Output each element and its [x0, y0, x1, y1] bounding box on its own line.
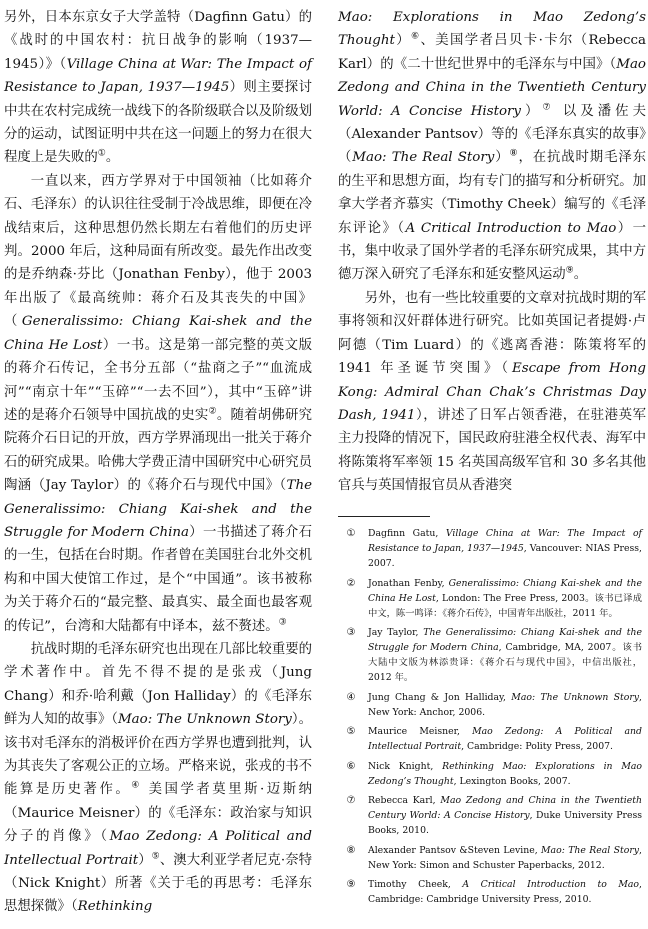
- footnote-pubinfo: , London: The Free Press, 2003。该书已译成中文，陈一鸣译：《蒋介石传》，中国青年出版社，2011 年。: [368, 592, 643, 619]
- footnote-ref[interactable]: ⑥: [410, 31, 421, 42]
- footnote-pubinfo: , Vancouver: NIAS Press, 2007.: [368, 543, 642, 569]
- left-paragraph-3: 抗战时期的毛泽东研究也出现在几部比较重要的学术著作中。首先不得不提的是张戎（Jung Chang）和乔·哈利戴（Jon Halliday）的《毛泽东鲜为人知的故事》（Mao: The Unknown Story）。该书对毛泽东的消极评价在西方学界也遭到批判，认为其丧失了客观公正的立场。严格来说，张戎的书不能算是历史著作。④ 美国学者莫里斯·迈斯纳（Maurice Meisner）的《毛泽东：政治家与知识分子的肖像》（Mao Zedong: A Political and Intellectual Portrait）⑤、澳大利亚学者尼克·奈特（Nick Knight）所著《关于毛的再思考：毛泽东思想探微》（Rethinking: [4, 641, 312, 915]
- footnote-ref[interactable]: ①: [97, 148, 106, 159]
- footnote-pubinfo: , New York: Anchor, 2006.: [368, 691, 642, 718]
- footnote-item: [338, 793, 642, 838]
- text-run: 。: [573, 267, 588, 283]
- right-paragraph-1: Mao: Explorations in Mao Zedong’s Thought）⑥、美国学者吕贝卡·卡尔（Rebecca Karl）的《二十世纪世界中的毛泽东与中国》（Mao Zedong and China in the Twentieth Century World: A Concise History）⑦ 以及潘佐夫（Alexander Pantsov）等的《毛泽东真实的故事》（Mao: The Real Story）⑧，在抗战时期毛泽东的生平和思想方面，均有专门的描写和分析研究。加拿大学者齐慕实（Timothy Cheek）编写的《毛泽东评论》（A Critical Introduction to Mao）一书，集中收录了国外学者的毛泽东研究成果，其中方德万深入研究了毛泽东和延安整风运动⑨。: [338, 10, 647, 283]
- footnote-title: Rethinking Mao: Explorations in Mao Zedong’s Thought: [368, 760, 642, 787]
- text-run: ）一书。这是第一部完整的英文版的蒋介石传记，全书分五部（“盐商之子”“血流成河”“南京十年”“玉碎”“一去不回”），其中“玉碎”讲述的是蒋介石领导中国抗战的史实: [4, 337, 312, 423]
- left-paragraph-2: [4, 170, 312, 638]
- text-run: 一直以来，西方学界对于中国领袖（比如蒋介石、毛泽东）的认识往往受制于冷战思维，即便在冷战结束后，这种思想仍然长期左右着他们的历史评判。2000 年后，这种局面有所改变。最先作出改变的是乔纳森·芬比（Jonathan Fenby），他于 2003 年出版了《最高统帅：蒋介石及其丧失的中国》（: [4, 173, 312, 330]
- footnote-item: [338, 576, 642, 621]
- footnote-title: Mao Zedong and China in the Twentieth Century World: A Concise History: [368, 795, 642, 821]
- work-title: Mao: The Unknown Story: [117, 712, 292, 728]
- footnote-title: The Generalissimo: Chiang Kai-shek and the Struggle for Modern China: [368, 627, 643, 653]
- work-title: Village China at War: The Impact of Resistance to Japan, 1937—1945: [4, 56, 312, 96]
- text-run: 美国学者莫里斯·迈斯纳（Maurice Meisner）的《毛泽东：政治家与知识分子的肖像》（: [4, 782, 312, 845]
- work-title: Generalissimo: Chiang Kai-shek and the China He Lost: [4, 314, 313, 353]
- footnote-ref[interactable]: ②: [208, 406, 217, 417]
- text-run: 以及潘佐夫（Alexander Pantsov）等的《毛泽东真实的故事》（: [338, 103, 647, 166]
- footnote-pubinfo: , Cambridge: Cambridge University Press, 2010.: [368, 879, 643, 905]
- left-column: [4, 6, 312, 919]
- footnote-pubinfo: , New York: Simon and Schuster Paperbacks, 2012.: [368, 844, 643, 871]
- footnote-item: [338, 526, 642, 571]
- work-title: Mao: The Real Story: [352, 150, 495, 166]
- footnote-item: [338, 690, 642, 720]
- text-run: ）则主要探讨中共在农村完成统一战线下的各阶级联合以及阶级划分的运动，试图证明中共在这一问题上的努力在很大程度上是失败的: [4, 80, 312, 166]
- footnote-mark: ⑨: [346, 879, 356, 890]
- text-run: ）一书描述了蒋介石的一生，包括在台时期。作者曾在美国驻台北外交机构和中国大使馆工作过，是个“中国通”。该书被称为关于蒋介石的“最完整、最真实、最全面也最客观的传记”，台湾和大陆都有中译本，兹不赘述。: [4, 524, 312, 634]
- text-run: 、澳大利亚学者尼克·奈特（Nick Knight）所著《关于毛的再思考：毛泽东思想探微》（: [4, 852, 312, 915]
- footnote-author: Rebecca Karl,: [368, 795, 441, 806]
- footnote-ref[interactable]: ④: [131, 780, 142, 791]
- footnote-item: [338, 877, 642, 907]
- work-title: Mao: Explorations in Mao Zedong’s Thought: [338, 10, 646, 49]
- footnotes-list: [338, 526, 642, 912]
- text-run: ，在抗战时期毛泽东的生平和思想方面，均有专门的描写和分析研究。加拿大学者齐慕实（Timothy Cheek）编写的《毛泽东评论》（: [338, 150, 647, 236]
- work-title: Mao Zedong and China in the Twentieth Century World: A Concise History: [338, 56, 646, 119]
- text-run: 。随着胡佛研究院蒋介石日记的开放，西方学界涌现出一批关于蒋介石的研究成果。哈佛大学费正清中国研究中心研究员陶涵（Jay Taylor）的《蒋介石与现代中国》（: [4, 407, 312, 494]
- footnote-item: [338, 724, 642, 754]
- footnote-author: Jay Taylor,: [368, 627, 424, 638]
- footnote-mark: ④: [346, 691, 356, 703]
- footnote-title: A Critical Introduction to Mao: [462, 879, 640, 890]
- footnote-mark: ①: [346, 528, 356, 539]
- work-title: Mao Zedong: A Political and Intellectual Portrait: [4, 829, 312, 868]
- footnote-title: Generalissimo: Chiang Kai-shek and the China He Lost: [368, 577, 643, 604]
- left-paragraph-1: [4, 6, 312, 170]
- footnote-title: Mao Zedong: A Political and Intellectual Portrait: [368, 726, 642, 752]
- footnote-author: Maurice Meisner,: [368, 726, 473, 737]
- work-title: A Critical Introduction to Mao: [405, 220, 617, 236]
- text-run: 。: [105, 150, 120, 166]
- footnote-author: Alexander Pantsov &Steven Levine,: [368, 844, 542, 856]
- footnote-mark: ⑧: [346, 844, 356, 856]
- work-title: Rethinking: [77, 899, 153, 915]
- text-run: ）一书，集中收录了国外学者的毛泽东研究成果，其中方德万深入研究了毛泽东和延安整风运动: [338, 220, 646, 283]
- work-title: Escape from Hong Kong: Admiral Chan Chak’s Christmas Day Dash, 1941: [338, 361, 646, 423]
- footnote-ref[interactable]: ③: [278, 617, 287, 628]
- footnote-pubinfo: , Lexington Books, 2007.: [453, 775, 571, 787]
- footnote-title: Mao: The Unknown Story: [511, 691, 640, 703]
- footnote-mark: ②: [346, 577, 356, 589]
- footnote-author: Dagfinn Gatu,: [368, 528, 446, 539]
- footnote-title: Village China at War: The Impact of Resistance to Japan, 1937—1945: [368, 528, 642, 554]
- right-paragraph-2: [338, 287, 646, 498]
- footnote-mark: ⑦: [346, 795, 356, 806]
- text-run: 、美国学者吕贝卡·卡尔（Rebecca Karl）的《二十世纪世界中的毛泽东与中国》（: [338, 33, 647, 72]
- text-run: 另外，也有一些比较重要的文章对抗战时期的军事将领和汉奸群体进行研究。比如英国记者提姆·卢阿德（Tim Luard）的《逃离香港：陈策将军的 1941 年圣诞节突围》（: [338, 290, 646, 377]
- footnote-ref[interactable]: ⑧: [509, 148, 519, 159]
- footnote-ref[interactable]: ⑨: [565, 266, 574, 276]
- footnote-item: [338, 625, 642, 685]
- footnote-author: Jung Chang & Jon Halliday,: [368, 691, 512, 703]
- footnote-author: Timothy Cheek,: [368, 879, 463, 890]
- footnote-author: Nick Knight,: [368, 760, 443, 772]
- footnote-ref[interactable]: ⑤: [151, 851, 160, 862]
- footnote-mark: ⑤: [346, 726, 356, 737]
- text-run: 另外，日本东京女子大学盖特（Dagfinn Gatu）的《战时的中国农村：抗日战争的影响（1937—1945）》（: [4, 10, 312, 72]
- right-column: [338, 6, 646, 498]
- work-title: The Generalissimo: Chiang Kai-shek and the Struggle for Modern China: [4, 478, 312, 540]
- footnote-separator: [338, 516, 430, 517]
- text-run: ），讲述了日军占领香港，在驻港英军主力投降的情况下，国民政府驻港全权代表、海军中将陈策将军率领 15 名英国高级军官和 30 多名其他官兵与英国情报官员从香港突: [338, 407, 646, 494]
- footnote-pubinfo: , Cambridge: Polity Press, 2007.: [461, 741, 613, 752]
- footnote-pubinfo: , Duke University Press Books, 2010.: [368, 810, 642, 836]
- text-run: ）。该书对毛泽东的消极评价在西方学界也遭到批判，认为其丧失了客观公正的立场。严格来说，张戎的书不能算是历史著作。: [4, 712, 312, 798]
- footnote-mark: ⑥: [346, 760, 356, 772]
- footnote-author: Jonathan Fenby,: [368, 577, 449, 589]
- text-run: 抗战时期的毛泽东研究也出现在几部比较重要的学术著作中。首先不得不提的是张戎（Jung Chang）和乔·哈利戴（Jon Halliday）的《毛泽东鲜为人知的故事》（: [4, 641, 312, 728]
- footnote-ref[interactable]: ⑦: [542, 102, 555, 113]
- footnote-pubinfo: , Cambridge, MA, 2007。该书大陆中文版为林添贵译：《蒋介石与现代中国》，中信出版社，2012 年。: [368, 642, 642, 683]
- footnote-item: [338, 759, 642, 789]
- footnote-title: Mao: The Real Story: [541, 844, 640, 856]
- footnote-mark: ③: [346, 627, 356, 638]
- footnote-item: [338, 843, 642, 873]
